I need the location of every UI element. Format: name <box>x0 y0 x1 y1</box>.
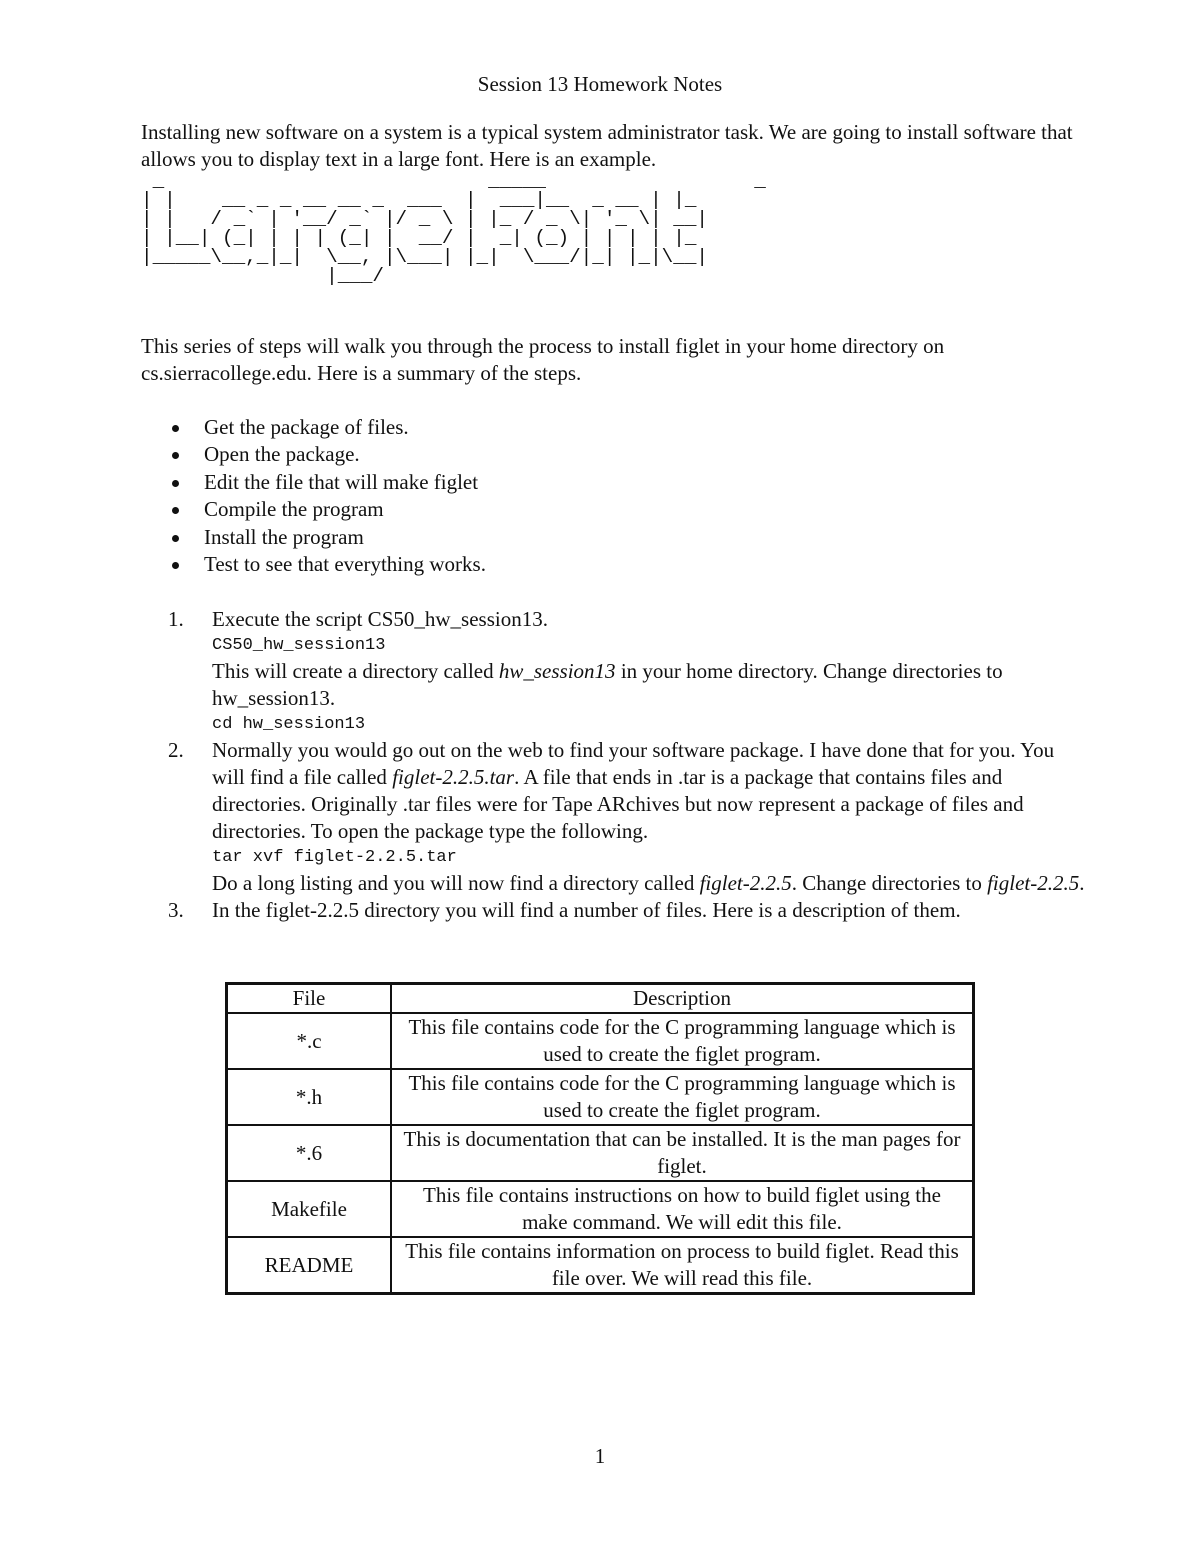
step-1 <box>168 606 1088 737</box>
file-cell: Makefile <box>227 1181 392 1237</box>
list-item <box>166 551 486 578</box>
list-item-text: Edit the file that will make figlet <box>204 469 479 494</box>
step-number: 3. <box>168 898 184 922</box>
list-item <box>166 524 486 551</box>
list-item-text: Test to see that everything works. <box>204 551 486 576</box>
table-row <box>227 1237 974 1294</box>
bullet-icon <box>172 425 179 432</box>
list-item <box>166 414 486 441</box>
file-name: figlet-2.2.5.tar <box>392 765 515 789</box>
code-command: CS50_hw_session13 <box>212 636 386 655</box>
list-item-text: Compile the program <box>204 497 384 522</box>
directory-name: figlet-2.2.5 <box>699 871 792 895</box>
description-cell: This file contains code for the C programming language which is used to create the figlet program. <box>391 1013 974 1069</box>
bullet-icon <box>172 535 179 542</box>
step-2 <box>168 737 1088 897</box>
bullet-icon <box>172 507 179 514</box>
directory-name: hw_session13 <box>498 659 616 683</box>
step-text: Normally you would go out on the web to find your software package. I have done that for you. You will find a file called <box>212 738 1055 789</box>
directory-name: figlet-2.2.5 <box>987 871 1080 895</box>
step-text: This will create a directory called <box>212 659 499 683</box>
column-header-file: File <box>227 984 392 1014</box>
code-command: cd hw_session13 <box>212 715 366 734</box>
page-title: Session 13 Homework Notes <box>477 72 723 96</box>
bullet-icon <box>172 452 179 459</box>
list-item <box>166 469 486 496</box>
step-number: 1. <box>168 607 184 631</box>
step-text: . A file that ends in .tar is a package that contains files and directories. Originally .tar files were for Tape ARchives but now represent a package of files and directories. To open the package type the following. <box>212 765 1024 843</box>
column-header-description: Description <box>391 984 974 1014</box>
list-item-text: Open the package. <box>204 442 360 467</box>
step-text: In the figlet-2.2.5 directory you will find a number of files. Here is a description of them. <box>212 898 961 922</box>
table-row <box>227 1181 974 1237</box>
table-row <box>227 1069 974 1125</box>
table-header-row <box>227 984 974 1014</box>
bullet-icon <box>172 562 179 569</box>
file-cell: *.c <box>227 1013 392 1069</box>
step-text: . Change directories to <box>791 871 988 895</box>
step-text: in your home directory. Change directories to hw_session13. <box>212 659 1003 710</box>
description-cell: This file contains instructions on how to build figlet using the make command. We will edit this file. <box>391 1181 974 1237</box>
figlet-example-banner: _ _____ _ | | __ _ _ __ __ _ ___ | ___|__ _ __ | |_ | | / _` | '__/ _` |/ _ \ | |_ / _ \| '_ \| __| | |__| (_| | | | (_| | __/ | _| (_) | | | | |_ |_____\__,_|_| \__, |\___| |_| \___/|_| |_|\__| |___/ <box>141 170 766 287</box>
step-number: 2. <box>168 738 184 762</box>
step-text: Do a long listing and you will now find a directory called <box>212 871 700 895</box>
step-text: Execute the script CS50_hw_session13. <box>212 607 548 631</box>
code-command: tar xvf figlet-2.2.5.tar <box>212 848 457 867</box>
bullet-icon <box>172 480 179 487</box>
summary-steps-list <box>166 414 486 578</box>
list-item-text: Get the package of files. <box>204 415 409 439</box>
description-cell: This is documentation that can be installed. It is the man pages for figlet. <box>391 1125 974 1181</box>
list-item-text: Install the program <box>204 524 364 549</box>
file-cell: *.6 <box>227 1125 392 1181</box>
list-item <box>166 441 486 468</box>
description-cell: This file contains information on process to build figlet. Read this file over. We will read this file. <box>391 1237 974 1294</box>
numbered-steps-list <box>168 606 1088 924</box>
table-row <box>227 1013 974 1069</box>
intro-paragraph: Installing new software on a system is a typical system administrator task. We are going to install software that allows you to display text in a large font. Here is an example. <box>141 120 1073 171</box>
description-cell: This file contains code for the C programming language which is used to create the figlet program. <box>391 1069 974 1125</box>
step-text: . <box>1079 871 1085 895</box>
page-number: 1 <box>594 1444 606 1468</box>
list-item <box>166 496 486 523</box>
file-cell: README <box>227 1237 392 1294</box>
file-cell: *.h <box>227 1069 392 1125</box>
step-3 <box>168 897 1088 924</box>
file-description-table <box>225 982 975 1295</box>
table-row <box>227 1125 974 1181</box>
series-paragraph: This series of steps will walk you through the process to install figlet in your home directory on cs.sierracollege.edu. Here is a summary of the steps. <box>141 334 945 385</box>
